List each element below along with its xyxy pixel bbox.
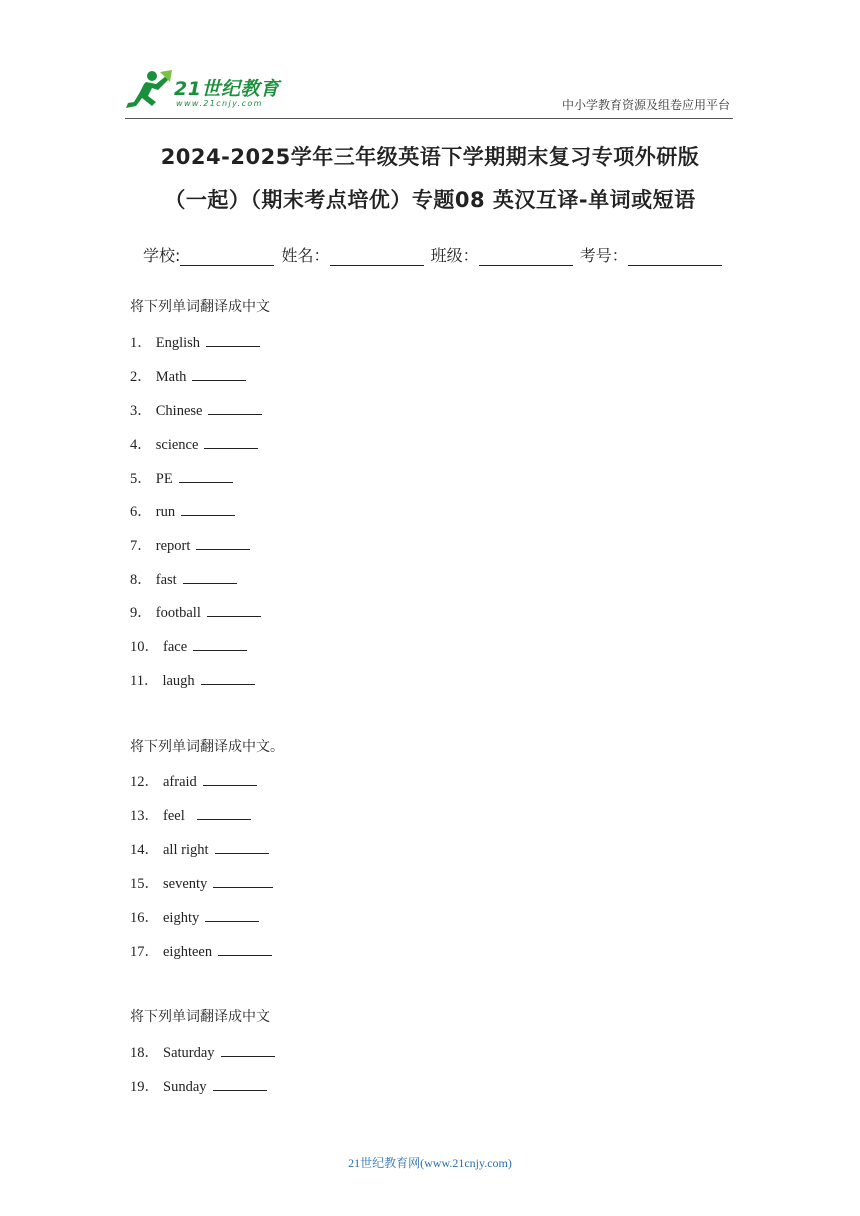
question-number: 10． <box>130 639 159 655</box>
question-word: science <box>155 437 199 453</box>
question-word: English <box>155 335 201 351</box>
question-word: laugh <box>162 673 195 689</box>
question-word: report <box>155 538 191 554</box>
question-word: Chinese <box>155 403 203 419</box>
question-word: fast <box>155 572 177 588</box>
question-2 <box>130 365 246 386</box>
class-label: 班级： <box>430 246 479 265</box>
question-15 <box>130 872 273 893</box>
question-14 <box>130 838 269 859</box>
question-word: eighteen <box>163 944 213 960</box>
question-19 <box>130 1075 267 1096</box>
question-number: 2． <box>130 369 152 385</box>
school-label: 学校: <box>143 246 181 265</box>
section-2-title: 将下列单词翻译成中文。 <box>130 739 284 755</box>
question-number: 14． <box>130 842 159 858</box>
answer-blank[interactable] <box>213 873 273 888</box>
logo-url: www.21cnjy.com <box>176 99 263 108</box>
question-6 <box>130 500 235 521</box>
question-5 <box>130 467 233 488</box>
question-number: 18． <box>130 1045 159 1061</box>
exam-no-label: 考号： <box>579 246 628 265</box>
answer-blank[interactable] <box>192 366 246 381</box>
name-label: 姓名： <box>281 246 330 265</box>
exam-no-field[interactable] <box>628 248 722 266</box>
question-1 <box>130 331 260 352</box>
answer-blank[interactable] <box>193 636 247 651</box>
question-8 <box>130 568 237 589</box>
logo-brand: 21世纪教育 <box>174 78 280 100</box>
question-9 <box>130 601 261 622</box>
question-number: 9． <box>130 605 152 621</box>
question-word: all right <box>163 842 209 858</box>
answer-blank[interactable] <box>196 535 250 550</box>
answer-blank[interactable] <box>221 1042 275 1057</box>
question-3 <box>130 399 262 420</box>
section-1-title: 将下列单词翻译成中文 <box>130 299 270 315</box>
question-number: 19． <box>130 1079 159 1095</box>
runner-logo-icon <box>122 68 174 112</box>
answer-blank[interactable] <box>206 332 260 347</box>
question-17 <box>130 940 272 961</box>
logo <box>122 66 292 116</box>
question-13 <box>130 804 251 825</box>
title-line-1: 2024-2025学年三年级英语下学期期末复习专项外研版 <box>160 145 700 169</box>
question-word: face <box>163 639 188 655</box>
question-number: 15． <box>130 876 159 892</box>
question-18 <box>130 1041 275 1062</box>
question-number: 5． <box>130 471 152 487</box>
question-word: Math <box>155 369 187 385</box>
question-10 <box>130 635 247 656</box>
answer-blank[interactable] <box>205 907 259 922</box>
question-number: 1． <box>130 335 152 351</box>
answer-blank[interactable] <box>218 941 272 956</box>
footer-link[interactable]: 21世纪教育网(www.21cnjy.com) <box>348 1156 512 1170</box>
answer-blank[interactable] <box>204 434 258 449</box>
question-word: run <box>155 504 176 520</box>
question-number: 16． <box>130 910 159 926</box>
question-number: 8． <box>130 572 152 588</box>
question-12 <box>130 770 257 791</box>
question-4 <box>130 433 258 454</box>
question-16 <box>130 906 259 927</box>
answer-blank[interactable] <box>183 569 237 584</box>
question-number: 17． <box>130 944 159 960</box>
name-field[interactable] <box>330 248 424 266</box>
school-field[interactable] <box>180 248 274 266</box>
question-number: 11． <box>130 673 159 689</box>
student-info-row <box>143 243 724 266</box>
question-number: 4． <box>130 437 152 453</box>
question-word: football <box>155 605 201 621</box>
answer-blank[interactable] <box>181 501 235 516</box>
question-number: 3． <box>130 403 152 419</box>
section-3-title: 将下列单词翻译成中文 <box>130 1009 270 1025</box>
answer-blank[interactable] <box>208 400 262 415</box>
question-number: 6． <box>130 504 152 520</box>
answer-blank[interactable] <box>201 670 255 685</box>
answer-blank[interactable] <box>207 602 261 617</box>
answer-blank[interactable] <box>179 468 233 483</box>
answer-blank[interactable] <box>215 839 269 854</box>
title-line-2: （一起）（期末考点培优）专题08 英汉互译-单词或短语 <box>164 188 696 212</box>
question-number: 7． <box>130 538 152 554</box>
answer-blank[interactable] <box>203 771 257 786</box>
answer-blank[interactable] <box>213 1076 267 1091</box>
question-word: eighty <box>163 910 200 926</box>
question-number: 12． <box>130 774 159 790</box>
question-word: afraid <box>163 774 197 790</box>
question-word: Saturday <box>163 1045 215 1061</box>
question-word: feel <box>163 808 185 824</box>
question-7 <box>130 534 250 555</box>
page-header <box>0 0 860 120</box>
question-word: seventy <box>163 876 208 892</box>
answer-blank[interactable] <box>197 805 251 820</box>
header-divider <box>125 118 733 119</box>
question-word: Sunday <box>163 1079 207 1095</box>
class-field[interactable] <box>479 248 573 266</box>
platform-label: 中小学教育资源及组卷应用平台 <box>561 98 730 112</box>
question-word: PE <box>155 471 173 487</box>
question-11 <box>130 669 255 690</box>
question-number: 13． <box>130 808 159 824</box>
